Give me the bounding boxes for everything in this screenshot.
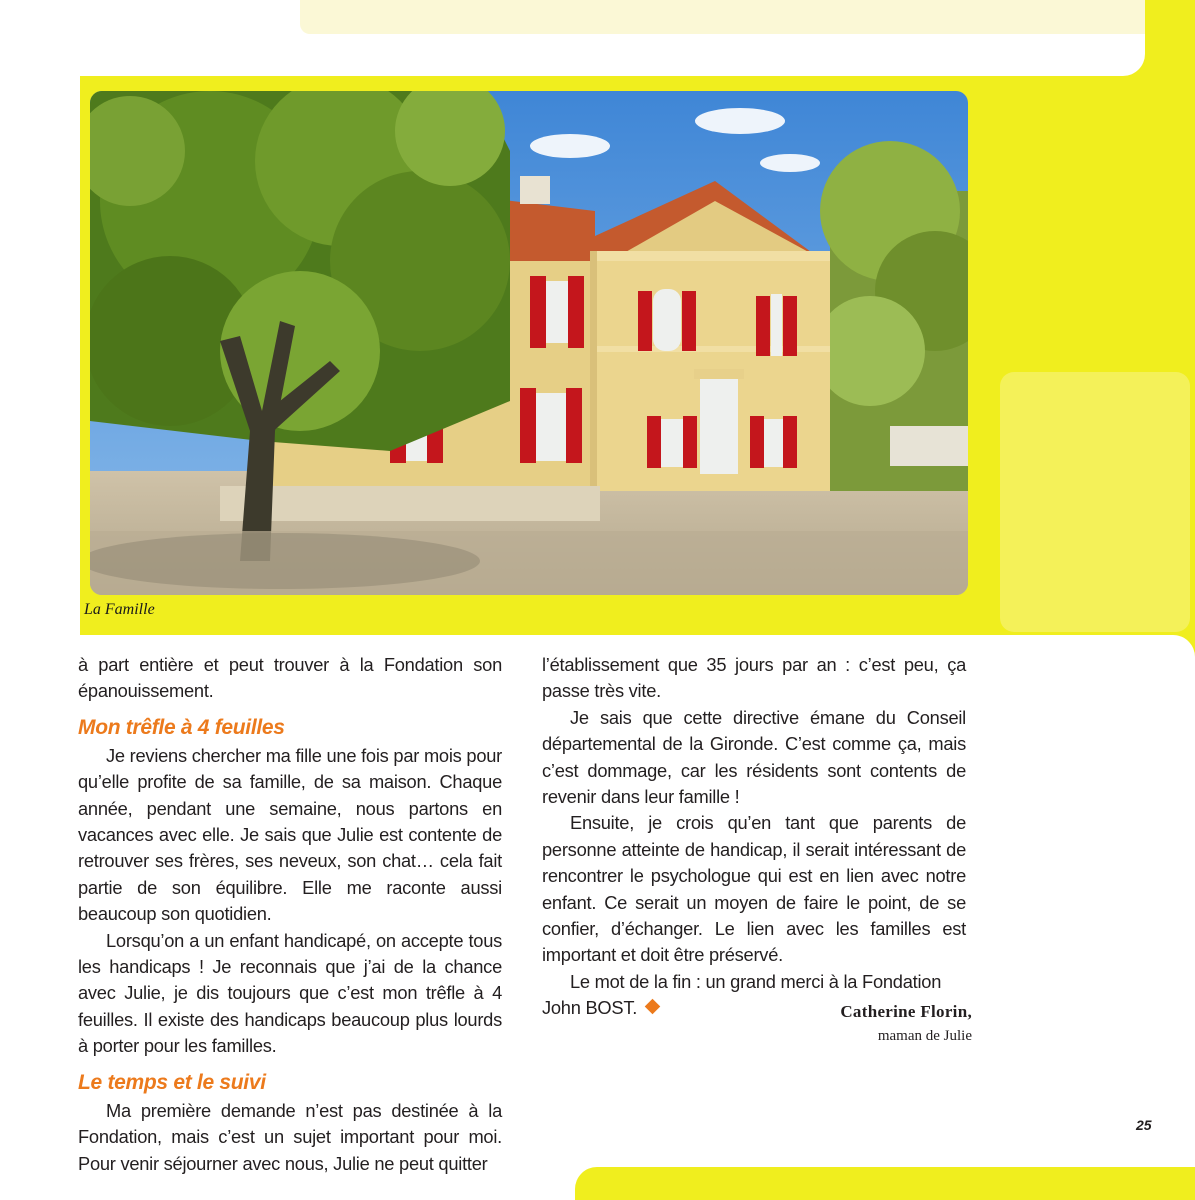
end-diamond-icon (645, 999, 661, 1015)
background-yellow-block (1000, 372, 1190, 632)
section-heading: Mon trêfle à 4 feuilles (78, 715, 285, 739)
left-column (78, 652, 502, 1177)
paragraph: à part entière et peut trouver à la Fondation son épanouissement. (78, 654, 502, 702)
paragraph: Je sais que cette directive émane du Conseil départemental de la Gironde. C’est comme ça, mais c’est dommage, car les résidents sont contents de revenir dans leur famille ! (542, 706, 966, 808)
section-heading: Le temps et le suivi (78, 1070, 266, 1094)
paragraph: Ma première demande n’est pas destinée à la Fondation, mais c’est un sujet important pour moi. Pour venir séjourner avec nous, Julie ne peut quitter (78, 1099, 502, 1174)
paragraph: Lorsqu’on a un enfant handicapé, on accepte tous les handicaps ! Je reconnais que j’ai de la chance avec Julie, je dis toujours que c’est mon trêfle à 4 feuilles. Il existe des handicaps beaucoup plus lourds à porter pour les familles. (78, 929, 502, 1057)
left-white-margin (0, 76, 80, 1200)
photo-caption: La Famille (84, 601, 155, 618)
closing-text: Le mot de la fin : un grand merci à la Fondation John BOST. (542, 970, 942, 1019)
right-column (542, 652, 966, 1022)
bottom-yellow-tab (575, 1167, 1195, 1200)
signature-name: Catherine Florin, (840, 1002, 972, 1021)
paragraph: Je reviens chercher ma fille une fois par mois pour qu’elle profite de sa famille, de sa maison. Chaque année, pendant une semaine, nous partons en vacances avec elle. Je sais que Julie est contente de retrouver ses frères, ses neveux, son chat… cela fait partie de son équilibre. Elle me raconte aussi beaucoup son quotidien. (78, 744, 502, 925)
signature (700, 1002, 972, 1045)
paragraph: l’établissement que 35 jours par an : c’est peu, ça passe très vite. (542, 654, 966, 702)
top-pale-strip (300, 0, 1145, 34)
page-number: 25 (1136, 1117, 1152, 1133)
signature-role: maman de Julie (877, 1028, 972, 1044)
house-photo (90, 91, 968, 595)
paragraph: Ensuite, je crois qu’en tant que parents de personne atteinte de handicap, il serait intéressant de rencontrer le psychologue qui est en lien avec notre enfant. Ce serait un moyen de faire le point, de se confier, d’échanger. Le lien avec les familles est important et doit être préservé. (542, 812, 966, 966)
